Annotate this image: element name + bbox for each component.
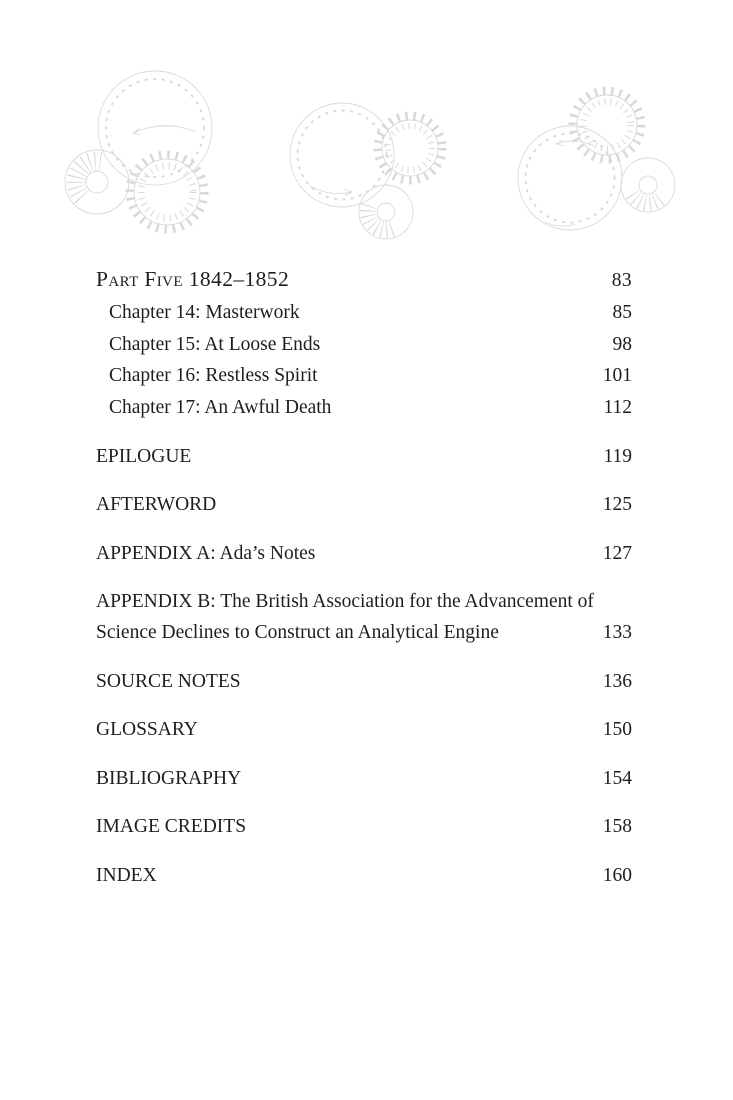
toc-entry-page: 85 [612, 302, 632, 323]
toc-entry-page: 119 [603, 445, 632, 467]
toc-entry-page: 133 [602, 622, 632, 643]
toc-entry-label: GLOSSARY [96, 719, 198, 740]
toc-entry-label: Chapter 14: Masterwork [109, 302, 300, 323]
toc-entry-page: 98 [612, 333, 632, 355]
toc-entry-page: 154 [602, 767, 632, 789]
toc-entry-label: Chapter 16: Restless Spirit [109, 365, 318, 386]
gear-wheel-icon [518, 126, 622, 230]
toc-entry-page: 160 [602, 864, 632, 886]
toc-section-row[interactable] [96, 538, 632, 569]
toc-chapter-list [96, 297, 632, 423]
gear-spoked-icon [359, 185, 413, 239]
toc-entry-page: 136 [602, 670, 632, 692]
toc-section-row[interactable] [96, 666, 632, 697]
gear-toothed-icon [134, 159, 200, 225]
toc-part-label: Part Five 1842–1852 [96, 267, 290, 291]
toc-entry-page: 125 [602, 494, 632, 515]
gear-illustrations [0, 0, 733, 245]
toc-entry-page: 83 [611, 270, 632, 291]
toc-entry-page: 101 [602, 365, 632, 386]
toc-section-row[interactable] [96, 860, 632, 891]
gear-dot-ring-icon [526, 134, 615, 223]
toc-entry-label: IMAGE CREDITS [96, 816, 247, 837]
toc-chapter-row[interactable] [96, 392, 632, 424]
toc-entry-label: Chapter 15: At Loose Ends [109, 333, 321, 355]
toc-chapter-row[interactable] [96, 329, 632, 361]
toc-entry-page: 158 [602, 816, 632, 837]
gear-arrow-icon [556, 140, 594, 146]
toc-section-row[interactable] [96, 763, 632, 794]
gear-arrow-icon [133, 126, 196, 135]
toc-entry-label: AFTERWORD [96, 494, 217, 515]
toc-entry-label: Chapter 17: An Awful Death [109, 396, 332, 418]
toc-chapter-row[interactable] [96, 360, 632, 392]
toc-entry-label: INDEX [96, 864, 157, 886]
gear-dot-ring-icon [106, 79, 204, 177]
toc-entry-page: 127 [602, 542, 632, 564]
toc-entry-page: 150 [602, 719, 632, 740]
toc-entry-page: 112 [603, 396, 632, 418]
gear-wheel-icon [98, 71, 212, 185]
gear-toothed-icon [382, 120, 438, 176]
toc-chapter-row[interactable] [96, 297, 632, 329]
gear-toothed-icon [577, 95, 637, 155]
toc-entry-label: EPILOGUE [96, 445, 192, 467]
toc-section-row[interactable] [96, 714, 632, 745]
gear-cluster-right [518, 91, 675, 230]
toc-section-row[interactable] [96, 811, 632, 842]
toc-entry-label: APPENDIX B: The British Association for the Advancement of Science Declines to Construct an Analytical Engine [96, 591, 594, 643]
gear-cluster-left [65, 71, 212, 229]
toc-entry-label: SOURCE NOTES [96, 670, 241, 692]
gear-dot-ring-icon [298, 111, 387, 200]
gear-spoked-icon [65, 150, 129, 214]
gear-cluster-middle [290, 103, 442, 239]
gear-arrow-icon [310, 186, 352, 196]
toc-section-row[interactable] [96, 489, 632, 520]
toc-section-row[interactable] [96, 441, 632, 472]
gear-wheel-icon [290, 103, 394, 207]
toc-part-row[interactable] [96, 266, 632, 294]
gear-spoked-icon [621, 158, 675, 212]
toc-entry-label: BIBLIOGRAPHY [96, 767, 242, 789]
toc-entry-label: APPENDIX A: Ada’s Notes [96, 542, 316, 564]
table-of-contents [96, 266, 632, 891]
toc-section-row[interactable] [96, 586, 632, 648]
